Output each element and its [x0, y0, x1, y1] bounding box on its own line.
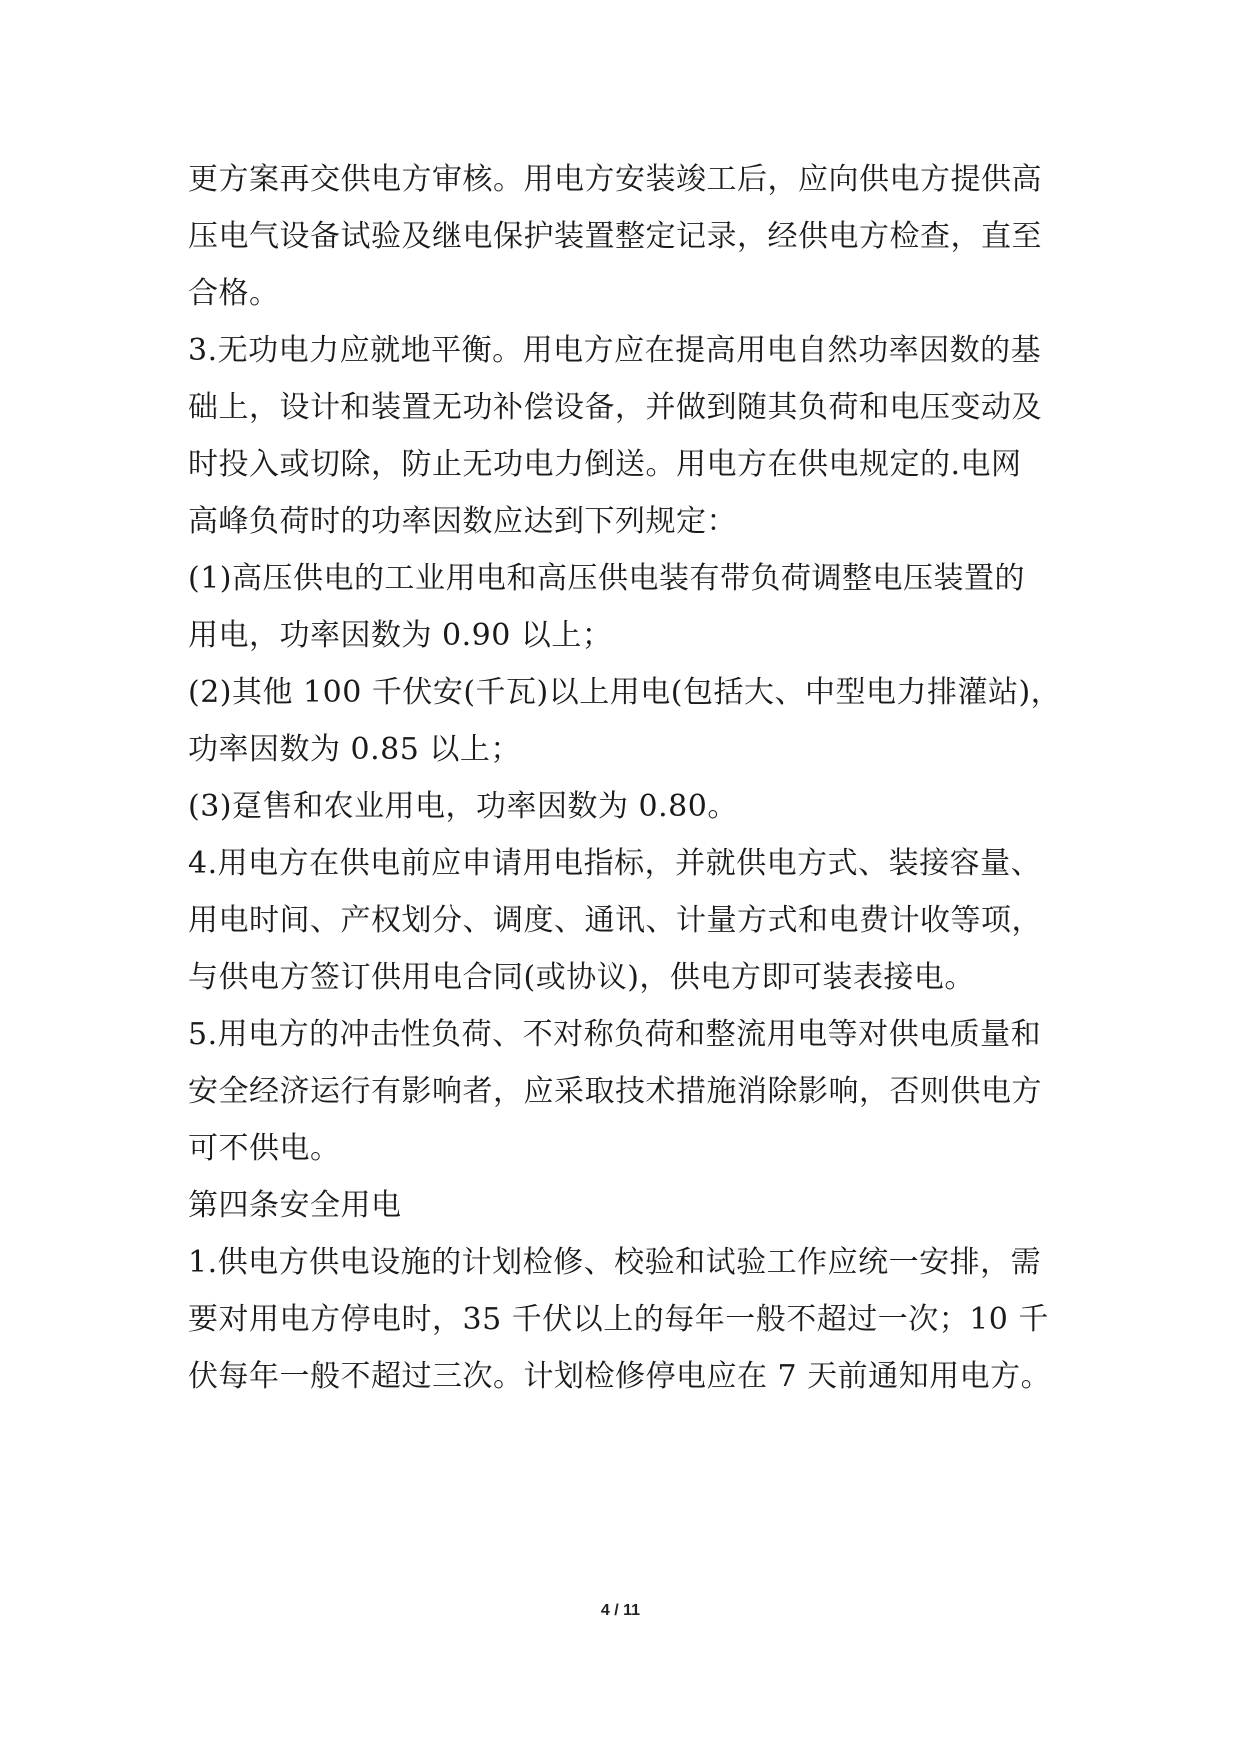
text-line: 用电，功率因数为 0.90 以上； [188, 618, 613, 653]
text-line: 与供电方签订供用电合同(或协议)，供电方即可装表接电。 [188, 960, 975, 995]
page-number: 4 / 11 [600, 1602, 641, 1619]
text-line: 伏每年一般不超过三次。计划检修停电应在 7 天前通知用电方。 [188, 1359, 1052, 1394]
text-line: 压电气设备试验及继电保护装置整定记录，经供电方检查，直至 [188, 219, 1042, 254]
text-line: (2)其他 100 千伏安(千瓦)以上用电(包括大、中型电力排灌站)， [188, 675, 1062, 710]
text-line: 3.无功电力应就地平衡。用电方应在提高用电自然功率因数的基 [188, 333, 1042, 368]
text-line: 用电时间、产权划分、调度、通讯、计量方式和电费计收等项， [188, 903, 1042, 938]
text-line: 安全经济运行有影响者，应采取技术措施消除影响，否则供电方 [188, 1074, 1042, 1109]
text-line: 时投入或切除，防止无功电力倒送。用电方在供电规定的.电网 [188, 447, 1022, 482]
text-line: 功率因数为 0.85 以上； [188, 732, 521, 767]
text-line: (3)趸售和农业用电，功率因数为 0.80。 [188, 789, 738, 824]
text-line: 础上，设计和装置无功补偿设备，并做到随其负荷和电压变动及 [188, 390, 1042, 425]
text-line: 合格。 [188, 276, 280, 311]
section-heading: 第四条安全用电 [188, 1188, 402, 1223]
text-line: 1.供电方供电设施的计划检修、校验和试验工作应统一安排，需 [188, 1245, 1042, 1280]
text-line: 可不供电。 [188, 1131, 341, 1166]
text-line: 5.用电方的冲击性负荷、不对称负荷和整流用电等对供电质量和 [188, 1017, 1042, 1052]
text-line: 4.用电方在供电前应申请用电指标，并就供电方式、装接容量、 [188, 846, 1042, 881]
text-line: 要对用电方停电时，35 千伏以上的每年一般不超过一次；10 千 [188, 1302, 1049, 1337]
text-line: (1)高压供电的工业用电和高压供电装有带负荷调整电压装置的 [188, 561, 1025, 596]
text-line: 更方案再交供电方审核。用电方安装竣工后，应向供电方提供高 [188, 162, 1042, 197]
text-line: 高峰负荷时的功率因数应达到下列规定： [188, 504, 737, 539]
